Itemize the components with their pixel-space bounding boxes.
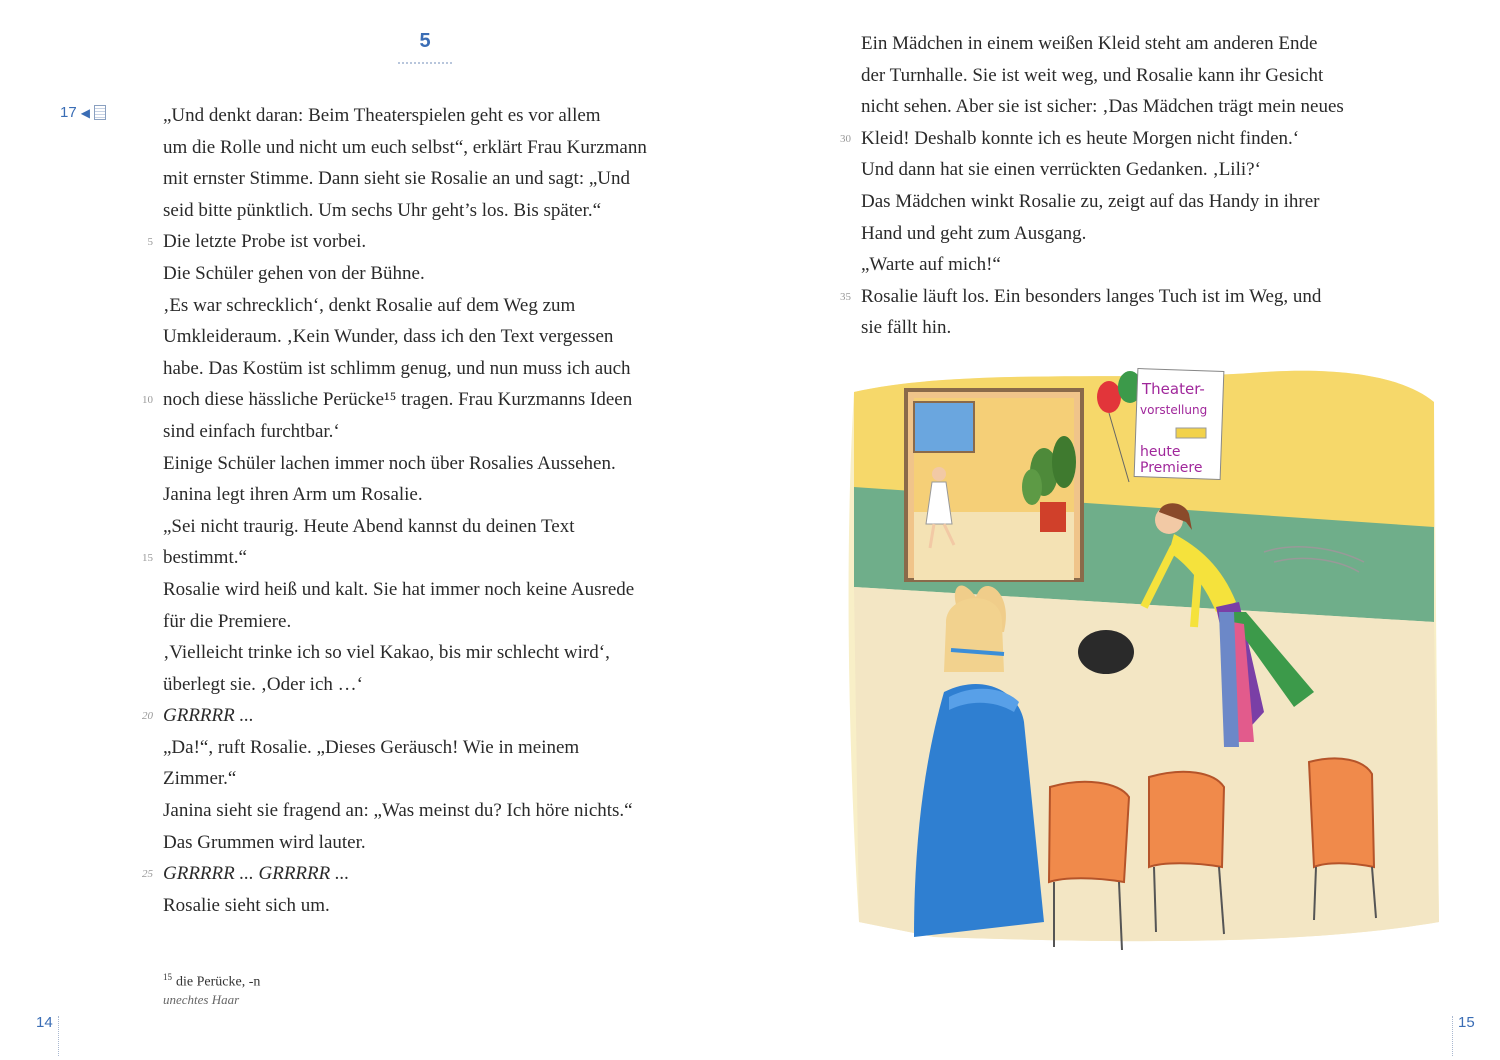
text-line — [163, 258, 703, 290]
text-line — [861, 60, 1421, 92]
text-line — [861, 249, 1421, 281]
text-line — [861, 154, 1421, 186]
text-line — [163, 479, 703, 511]
text-line — [861, 218, 1421, 250]
line-text: Hand und geht zum Ausgang. — [861, 222, 1087, 244]
text-line — [163, 290, 703, 322]
line-text: „Da!“, ruft Rosalie. „Dieses Geräusch! Wie in meinem — [163, 736, 580, 758]
line-text: nicht sehen. Aber sie ist sicher: ‚Das Mädchen trägt mein neues — [861, 96, 1344, 118]
text-line — [861, 28, 1421, 60]
text-line — [163, 890, 703, 922]
text-line — [163, 321, 703, 353]
line-text: Das Grummen wird lauter. — [163, 831, 366, 853]
line-text: ‚Vielleicht trinke ich so viel Kakao, bis mir schlecht wird‘, — [163, 642, 610, 664]
line-text: Die letzte Probe ist vorbei. — [163, 231, 367, 253]
line-text: Das Mädchen winkt Rosalie zu, zeigt auf das Handy in ihrer — [861, 190, 1320, 212]
gym-scene-drawing — [844, 362, 1444, 954]
text-line — [840, 123, 1421, 155]
text-line — [142, 542, 703, 574]
page-rule-right — [1452, 1016, 1453, 1056]
text-line — [163, 574, 703, 606]
text-line — [163, 763, 703, 795]
poster-line-2: vorstellung — [1140, 403, 1208, 417]
text-line — [163, 511, 703, 543]
line-text: sind einfach furchtbar.‘ — [163, 420, 340, 442]
line-number: 25 — [142, 868, 153, 881]
line-text: Umkleideraum. ‚Kein Wunder, dass ich den Text vergessen — [163, 326, 614, 348]
text-line — [142, 700, 703, 732]
document-icon — [94, 105, 106, 120]
text-line — [163, 827, 703, 859]
text-line — [163, 416, 703, 448]
footnote — [163, 972, 260, 991]
line-text: ‚Es war schrecklich‘, denkt Rosalie auf dem Weg zum — [163, 294, 576, 316]
page-number-right: 15 — [1458, 1014, 1475, 1031]
line-text: überlegt sie. ‚Oder ich …‘ — [163, 673, 363, 695]
speaker-icon: ◀ — [80, 105, 90, 120]
text-line — [163, 795, 703, 827]
text-line — [861, 186, 1421, 218]
line-text: Rosalie wird heiß und kalt. Sie hat immer noch keine Ausrede — [163, 578, 635, 600]
line-text: „Warte auf mich!“ — [861, 254, 1001, 276]
text-line — [163, 353, 703, 385]
line-text: Zimmer.“ — [163, 768, 237, 790]
line-number: 5 — [147, 236, 153, 249]
chapter-number: 5 — [419, 30, 431, 52]
line-text: der Turnhalle. Sie ist weit weg, und Rosalie kann ihr Gesicht — [861, 64, 1324, 86]
line-number: 10 — [142, 394, 153, 407]
line-number: 35 — [840, 290, 851, 303]
line-text: Und dann hat sie einen verrückten Gedanken. ‚Lili?‘ — [861, 159, 1261, 181]
right-page-text — [840, 28, 1421, 344]
line-number: 20 — [142, 710, 153, 723]
text-line — [861, 312, 1421, 344]
footnote-definition: unechtes Haar — [163, 992, 240, 1007]
audio-track-reference[interactable] — [60, 104, 106, 121]
page-rule-left — [58, 1016, 59, 1056]
line-number: 30 — [840, 132, 851, 145]
audio-track-number: 17 — [60, 104, 77, 121]
line-text: Die Schüler gehen von der Bühne. — [163, 262, 425, 284]
text-line — [840, 281, 1421, 313]
text-line — [163, 669, 703, 701]
line-text: „Sei nicht traurig. Heute Abend kannst du deinen Text — [163, 515, 575, 537]
line-text: für die Premiere. — [163, 610, 292, 632]
text-line — [861, 91, 1421, 123]
line-text: Janina sieht sie fragend an: „Was meinst du? Ich höre nichts.“ — [163, 800, 633, 822]
poster-line-1: Theater- — [1142, 380, 1205, 398]
text-line — [163, 195, 703, 227]
line-text: Ein Mädchen in einem weißen Kleid steht am anderen Ende — [861, 33, 1318, 54]
text-line — [163, 732, 703, 764]
line-text: um die Rolle und nicht um euch selbst“, erklärt Frau Kurzmann — [163, 136, 647, 158]
line-text: sie fällt hin. — [861, 317, 952, 339]
line-text: Rosalie sieht sich um. — [163, 894, 330, 916]
line-text: Janina legt ihren Arm um Rosalie. — [163, 484, 423, 506]
chapter-divider — [398, 62, 452, 64]
line-text: habe. Das Kostüm ist schlimm genug, und nun muss ich auch — [163, 357, 631, 379]
text-line — [163, 100, 703, 132]
line-text: „Und denkt daran: Beim Theaterspielen geht es vor allem — [163, 105, 601, 126]
line-text: Rosalie läuft los. Ein besonders langes Tuch ist im Weg, und — [861, 285, 1322, 307]
footnote-term: die Perücke, -n — [176, 974, 261, 990]
page-number-left: 14 — [36, 1014, 53, 1031]
line-text: Einige Schüler lachen immer noch über Rosalies Aussehen. — [163, 452, 616, 474]
line-text: Kleid! Deshalb konnte ich es heute Morgen nicht finden.‘ — [861, 127, 1300, 149]
line-text: GRRRRR ... — [163, 705, 254, 727]
poster-line-4: Premiere — [1140, 460, 1203, 476]
line-text: GRRRRR ... GRRRRR ... — [163, 863, 350, 885]
line-text: seid bitte pünktlich. Um sechs Uhr geht’s los. Bis später.“ — [163, 199, 602, 221]
text-line — [163, 163, 703, 195]
line-number: 15 — [142, 552, 153, 565]
poster-line-3: heute — [1140, 444, 1181, 460]
text-line — [147, 226, 703, 258]
text-line — [142, 858, 703, 890]
text-line — [163, 637, 703, 669]
left-page-text — [142, 100, 703, 921]
text-line — [163, 606, 703, 638]
text-line — [142, 384, 703, 416]
line-text: mit ernster Stimme. Dann sieht sie Rosalie an und sagt: „Und — [163, 168, 631, 190]
text-line — [163, 132, 703, 164]
text-line — [163, 448, 703, 480]
story-illustration — [844, 362, 1444, 954]
line-text: bestimmt.“ — [163, 547, 247, 569]
line-text: noch diese hässliche Perücke¹⁵ tragen. Frau Kurzmanns Ideen — [163, 389, 633, 411]
footnote-marker: 15 — [163, 972, 172, 982]
